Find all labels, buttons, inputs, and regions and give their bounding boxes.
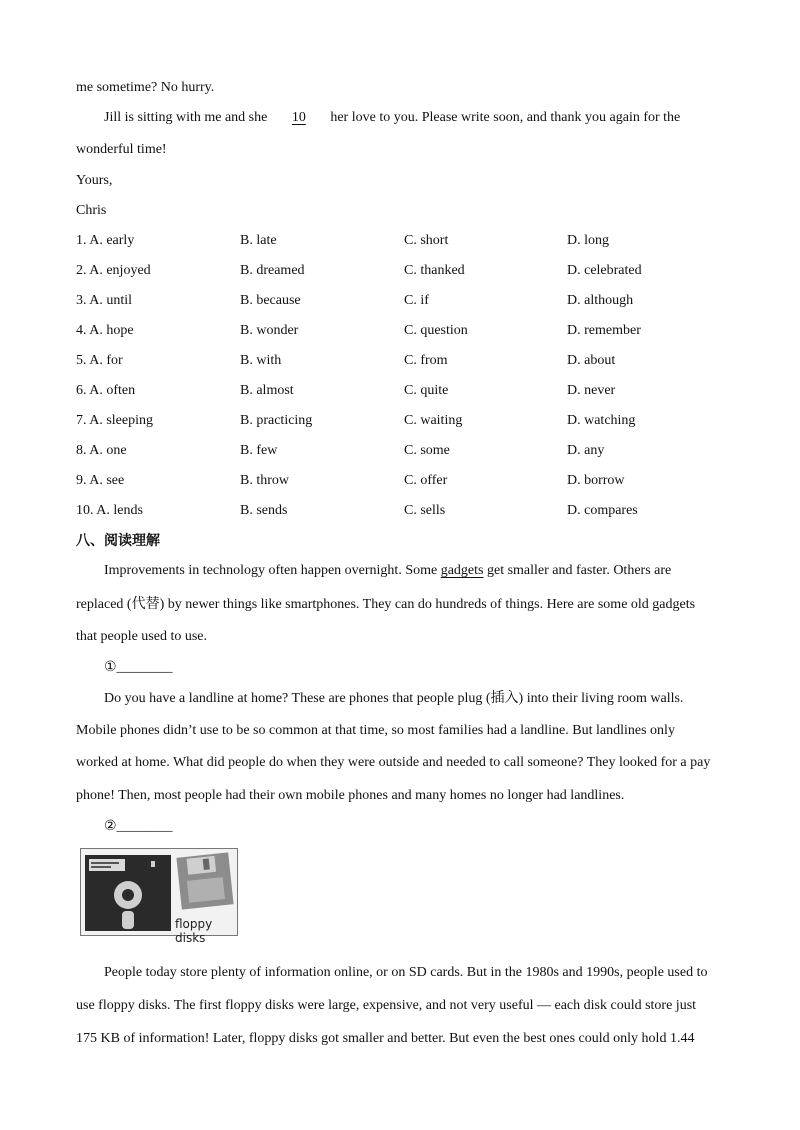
question-row-3 xyxy=(76,292,756,310)
question-row-2 xyxy=(76,262,756,280)
letter-line-2-post: her love to you. Please write soon, and thank you again for the xyxy=(326,110,681,125)
option-a: 10. A. lends xyxy=(76,503,143,518)
reading-p2-line-3: worked at home. What did people do when they were outside and needed to call someone? They looked for a pay xyxy=(76,755,711,770)
option-c: C. some xyxy=(404,443,450,458)
option-b: B. practicing xyxy=(240,413,313,428)
option-a: 4. A. hope xyxy=(76,323,134,338)
option-d: D. remember xyxy=(567,323,641,338)
reading-p3-line-3: 175 KB of information! Later, floppy disks got smaller and better. But even the best ones could only hold 1.44 xyxy=(76,1031,695,1046)
option-b: B. because xyxy=(240,293,301,308)
option-c: C. quite xyxy=(404,383,449,398)
question-row-7 xyxy=(76,412,756,430)
reading-p2-line-2: Mobile phones didn’t use to be so common at that time, so most families had a landline. But landlines only xyxy=(76,723,675,738)
option-a: 3. A. until xyxy=(76,293,133,308)
letter-signature: Chris xyxy=(76,203,107,218)
reading-p1-line-3: that people used to use. xyxy=(76,629,208,644)
option-b: B. late xyxy=(240,233,277,248)
option-a: 7. A. sleeping xyxy=(76,413,153,428)
question-row-1 xyxy=(76,232,756,250)
option-b: B. almost xyxy=(240,383,294,398)
option-b: B. throw xyxy=(240,473,289,488)
option-d: D. never xyxy=(567,383,616,398)
reading-p3-line-2: use floppy disks. The first floppy disks were large, expensive, and not very useful — each disk could store just xyxy=(76,998,697,1013)
question-row-4 xyxy=(76,322,756,340)
option-d: D. although xyxy=(567,293,634,308)
option-a: 6. A. often xyxy=(76,383,136,398)
option-b: B. with xyxy=(240,353,282,368)
reading-p1-line-1 xyxy=(104,562,671,580)
option-d: D. long xyxy=(567,233,609,248)
option-b: B. wonder xyxy=(240,323,299,338)
option-d: D. about xyxy=(567,353,616,368)
option-d: D. celebrated xyxy=(567,263,642,278)
option-b: B. sends xyxy=(240,503,288,518)
reading-p1-line-2: replaced (代替) by newer things like smartphones. They can do hundreds of things. Here are some old gadgets xyxy=(76,597,696,612)
blank-10: 10 xyxy=(291,110,306,125)
question-row-5 xyxy=(76,352,756,370)
option-d: D. borrow xyxy=(567,473,625,488)
figure-label: floppy disks xyxy=(175,917,213,945)
heading-blank-1: ①________ xyxy=(104,660,173,675)
question-row-9 xyxy=(76,472,756,490)
letter-line-1: me sometime? No hurry. xyxy=(76,80,215,95)
question-row-10 xyxy=(76,502,756,520)
option-b: B. dreamed xyxy=(240,263,305,278)
option-c: C. thanked xyxy=(404,263,465,278)
letter-closing: Yours, xyxy=(76,173,113,188)
option-a: 2. A. enjoyed xyxy=(76,263,151,278)
reading-p3-line-1: People today store plenty of information online, or on SD cards. But in the 1980s and 1990s, people used to xyxy=(104,965,708,980)
option-c: C. sells xyxy=(404,503,446,518)
option-c: C. offer xyxy=(404,473,448,488)
option-a: 1. A. early xyxy=(76,233,135,248)
heading-blank-2: ②________ xyxy=(104,819,173,834)
section-title: 八、阅读理解 xyxy=(76,533,160,549)
option-c: C. short xyxy=(404,233,449,248)
option-a: 8. A. one xyxy=(76,443,127,458)
option-d: D. watching xyxy=(567,413,636,428)
option-c: C. waiting xyxy=(404,413,463,428)
option-a: 5. A. for xyxy=(76,353,123,368)
underlined-word: gadgets xyxy=(440,563,484,578)
option-a: 9. A. see xyxy=(76,473,125,488)
question-row-6 xyxy=(76,382,756,400)
letter-line-2 xyxy=(104,109,680,127)
reading-p2-line-4: phone! Then, most people had their own mobile phones and many homes no longer had landlines. xyxy=(76,788,625,803)
option-b: B. few xyxy=(240,443,278,458)
p1-post: get smaller and faster. Others are xyxy=(483,563,672,578)
option-c: C. from xyxy=(404,353,448,368)
reading-p2-line-1: Do you have a landline at home? These are phones that people plug (插入) into their living room walls. xyxy=(104,691,684,706)
option-d: D. compares xyxy=(567,503,638,518)
letter-line-3: wonderful time! xyxy=(76,142,167,157)
option-c: C. if xyxy=(404,293,429,308)
p1-pre: Improvements in technology often happen overnight. Some xyxy=(104,563,441,578)
option-d: D. any xyxy=(567,443,605,458)
letter-line-2-pre: Jill is sitting with me and she xyxy=(104,110,271,125)
question-row-8 xyxy=(76,442,756,460)
floppy-disk-photo xyxy=(80,848,238,945)
option-c: C. question xyxy=(404,323,468,338)
